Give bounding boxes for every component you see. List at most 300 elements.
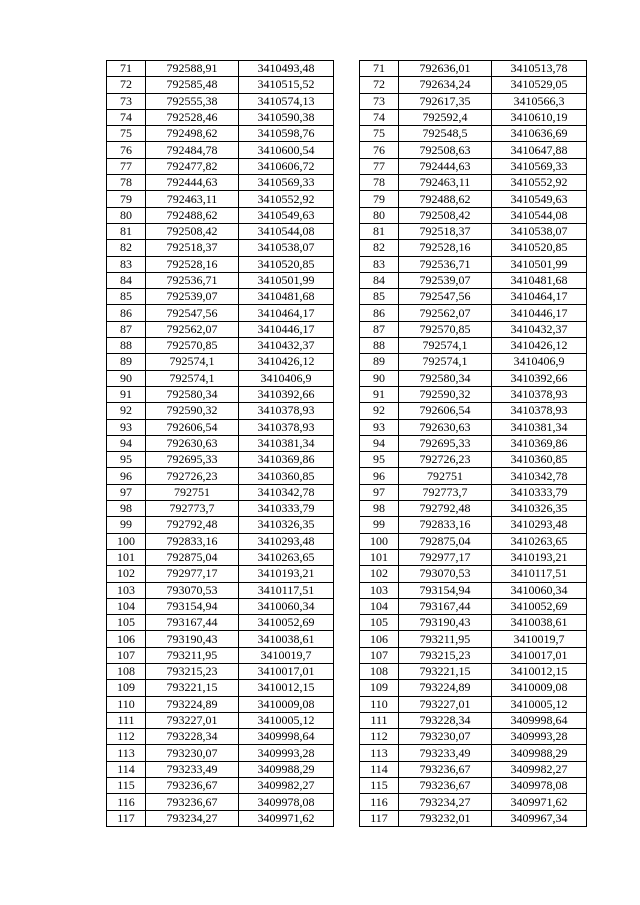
point-number-cell: 76 bbox=[107, 142, 146, 158]
y-coordinate-cell: 3409978,08 bbox=[239, 794, 334, 810]
point-number-cell: 109 bbox=[107, 680, 146, 696]
x-coordinate-cell: 792585,48 bbox=[146, 77, 239, 93]
table-row bbox=[360, 729, 587, 745]
y-coordinate-cell: 3410293,48 bbox=[239, 533, 334, 549]
point-number-cell: 112 bbox=[360, 729, 399, 745]
x-coordinate-cell: 792570,85 bbox=[399, 321, 492, 337]
y-coordinate-cell: 3410552,92 bbox=[492, 175, 587, 191]
x-coordinate-cell: 792636,01 bbox=[399, 61, 492, 77]
table-row bbox=[360, 631, 587, 647]
point-number-cell: 89 bbox=[107, 354, 146, 370]
table-row bbox=[360, 517, 587, 533]
table-row bbox=[107, 158, 334, 174]
table-row bbox=[360, 566, 587, 582]
table-row bbox=[107, 566, 334, 582]
y-coordinate-cell: 3410193,21 bbox=[239, 566, 334, 582]
table-row bbox=[360, 468, 587, 484]
coordinates-table-right-body bbox=[360, 61, 587, 827]
point-number-cell: 106 bbox=[107, 631, 146, 647]
table-row bbox=[107, 93, 334, 109]
point-number-cell: 72 bbox=[107, 77, 146, 93]
y-coordinate-cell: 3410606,72 bbox=[239, 158, 334, 174]
y-coordinate-cell: 3410333,79 bbox=[492, 484, 587, 500]
point-number-cell: 78 bbox=[107, 175, 146, 191]
y-coordinate-cell: 3410017,01 bbox=[239, 663, 334, 679]
x-coordinate-cell: 792548,5 bbox=[399, 126, 492, 142]
y-coordinate-cell: 3410263,65 bbox=[492, 533, 587, 549]
y-coordinate-cell: 3410009,08 bbox=[492, 680, 587, 696]
x-coordinate-cell: 792606,54 bbox=[146, 419, 239, 435]
point-number-cell: 104 bbox=[107, 598, 146, 614]
y-coordinate-cell: 3410381,34 bbox=[492, 419, 587, 435]
y-coordinate-cell: 3410117,51 bbox=[239, 582, 334, 598]
y-coordinate-cell: 3410360,85 bbox=[239, 468, 334, 484]
point-number-cell: 113 bbox=[107, 745, 146, 761]
y-coordinate-cell: 3410566,3 bbox=[492, 93, 587, 109]
point-number-cell: 101 bbox=[360, 549, 399, 565]
y-coordinate-cell: 3410574,13 bbox=[239, 93, 334, 109]
x-coordinate-cell: 792695,33 bbox=[146, 452, 239, 468]
point-number-cell: 93 bbox=[360, 419, 399, 435]
point-number-cell: 85 bbox=[107, 289, 146, 305]
table-row bbox=[107, 631, 334, 647]
y-coordinate-cell: 3409993,28 bbox=[239, 745, 334, 761]
point-number-cell: 81 bbox=[360, 223, 399, 239]
y-coordinate-cell: 3410513,78 bbox=[492, 61, 587, 77]
x-coordinate-cell: 792484,78 bbox=[146, 142, 239, 158]
point-number-cell: 92 bbox=[107, 403, 146, 419]
coordinates-table-left bbox=[106, 60, 334, 827]
table-row bbox=[360, 647, 587, 663]
y-coordinate-cell: 3410529,05 bbox=[492, 77, 587, 93]
x-coordinate-cell: 792590,32 bbox=[399, 386, 492, 402]
y-coordinate-cell: 3410406,9 bbox=[239, 370, 334, 386]
point-number-cell: 77 bbox=[360, 158, 399, 174]
y-coordinate-cell: 3410293,48 bbox=[492, 517, 587, 533]
x-coordinate-cell: 792539,07 bbox=[399, 272, 492, 288]
x-coordinate-cell: 792574,1 bbox=[399, 338, 492, 354]
point-number-cell: 115 bbox=[107, 778, 146, 794]
x-coordinate-cell: 792536,71 bbox=[146, 272, 239, 288]
table-row bbox=[360, 321, 587, 337]
x-coordinate-cell: 793236,67 bbox=[146, 794, 239, 810]
y-coordinate-cell: 3410544,08 bbox=[492, 207, 587, 223]
point-number-cell: 100 bbox=[107, 533, 146, 549]
table-row bbox=[360, 370, 587, 386]
point-number-cell: 88 bbox=[360, 338, 399, 354]
y-coordinate-cell: 3410426,12 bbox=[239, 354, 334, 370]
point-number-cell: 99 bbox=[360, 517, 399, 533]
table-row bbox=[107, 256, 334, 272]
point-number-cell: 82 bbox=[107, 240, 146, 256]
y-coordinate-cell: 3410464,17 bbox=[239, 305, 334, 321]
x-coordinate-cell: 793236,67 bbox=[399, 761, 492, 777]
x-coordinate-cell: 792518,37 bbox=[399, 223, 492, 239]
table-row bbox=[107, 77, 334, 93]
x-coordinate-cell: 793221,15 bbox=[146, 680, 239, 696]
point-number-cell: 91 bbox=[107, 386, 146, 402]
table-row bbox=[360, 582, 587, 598]
x-coordinate-cell: 792528,16 bbox=[399, 240, 492, 256]
x-coordinate-cell: 792773,7 bbox=[146, 501, 239, 517]
y-coordinate-cell: 3410590,38 bbox=[239, 109, 334, 125]
y-coordinate-cell: 3410426,12 bbox=[492, 338, 587, 354]
point-number-cell: 75 bbox=[360, 126, 399, 142]
y-coordinate-cell: 3410012,15 bbox=[239, 680, 334, 696]
point-number-cell: 107 bbox=[360, 647, 399, 663]
table-row bbox=[107, 549, 334, 565]
table-row bbox=[360, 615, 587, 631]
y-coordinate-cell: 3410009,08 bbox=[239, 696, 334, 712]
table-row bbox=[360, 663, 587, 679]
y-coordinate-cell: 3410636,69 bbox=[492, 126, 587, 142]
table-row bbox=[107, 729, 334, 745]
y-coordinate-cell: 3410481,68 bbox=[492, 272, 587, 288]
table-row bbox=[107, 191, 334, 207]
y-coordinate-cell: 3410060,34 bbox=[492, 582, 587, 598]
x-coordinate-cell: 793070,53 bbox=[146, 582, 239, 598]
x-coordinate-cell: 792508,63 bbox=[399, 142, 492, 158]
table-row bbox=[360, 484, 587, 500]
x-coordinate-cell: 793211,95 bbox=[399, 631, 492, 647]
x-coordinate-cell: 792528,16 bbox=[146, 256, 239, 272]
table-row bbox=[360, 810, 587, 826]
x-coordinate-cell: 793227,01 bbox=[399, 696, 492, 712]
x-coordinate-cell: 793154,94 bbox=[146, 598, 239, 614]
point-number-cell: 114 bbox=[360, 761, 399, 777]
x-coordinate-cell: 793211,95 bbox=[146, 647, 239, 663]
y-coordinate-cell: 3410333,79 bbox=[239, 501, 334, 517]
table-row bbox=[360, 207, 587, 223]
table-row bbox=[360, 696, 587, 712]
table-row bbox=[107, 126, 334, 142]
x-coordinate-cell: 793154,94 bbox=[399, 582, 492, 598]
table-row bbox=[107, 501, 334, 517]
table-row bbox=[360, 109, 587, 125]
y-coordinate-cell: 3410481,68 bbox=[239, 289, 334, 305]
x-coordinate-cell: 792444,63 bbox=[399, 158, 492, 174]
point-number-cell: 85 bbox=[360, 289, 399, 305]
table-row bbox=[360, 240, 587, 256]
table-row bbox=[107, 386, 334, 402]
point-number-cell: 83 bbox=[107, 256, 146, 272]
point-number-cell: 71 bbox=[107, 61, 146, 77]
table-row bbox=[360, 419, 587, 435]
y-coordinate-cell: 3410005,12 bbox=[239, 712, 334, 728]
table-row bbox=[107, 240, 334, 256]
x-coordinate-cell: 793234,27 bbox=[146, 810, 239, 826]
y-coordinate-cell: 3410552,92 bbox=[239, 191, 334, 207]
y-coordinate-cell: 3409982,27 bbox=[492, 761, 587, 777]
x-coordinate-cell: 792562,07 bbox=[399, 305, 492, 321]
y-coordinate-cell: 3410326,35 bbox=[239, 517, 334, 533]
table-row bbox=[107, 370, 334, 386]
y-coordinate-cell: 3410549,63 bbox=[239, 207, 334, 223]
y-coordinate-cell: 3410019,7 bbox=[239, 647, 334, 663]
y-coordinate-cell: 3409978,08 bbox=[492, 778, 587, 794]
y-coordinate-cell: 3410392,66 bbox=[492, 370, 587, 386]
y-coordinate-cell: 3410038,61 bbox=[492, 615, 587, 631]
y-coordinate-cell: 3410569,33 bbox=[492, 158, 587, 174]
table-row bbox=[107, 517, 334, 533]
table-row bbox=[360, 745, 587, 761]
table-row bbox=[107, 810, 334, 826]
point-number-cell: 110 bbox=[107, 696, 146, 712]
point-number-cell: 96 bbox=[107, 468, 146, 484]
point-number-cell: 89 bbox=[360, 354, 399, 370]
point-number-cell: 86 bbox=[107, 305, 146, 321]
x-coordinate-cell: 792875,04 bbox=[399, 533, 492, 549]
point-number-cell: 78 bbox=[360, 175, 399, 191]
table-row bbox=[360, 435, 587, 451]
table-row bbox=[107, 452, 334, 468]
x-coordinate-cell: 792580,34 bbox=[399, 370, 492, 386]
x-coordinate-cell: 792875,04 bbox=[146, 549, 239, 565]
x-coordinate-cell: 793224,89 bbox=[399, 680, 492, 696]
point-number-cell: 99 bbox=[107, 517, 146, 533]
x-coordinate-cell: 792477,82 bbox=[146, 158, 239, 174]
table-row bbox=[107, 321, 334, 337]
x-coordinate-cell: 793190,43 bbox=[399, 615, 492, 631]
table-row bbox=[360, 533, 587, 549]
point-number-cell: 114 bbox=[107, 761, 146, 777]
x-coordinate-cell: 793167,44 bbox=[146, 615, 239, 631]
table-row bbox=[360, 77, 587, 93]
y-coordinate-cell: 3410647,88 bbox=[492, 142, 587, 158]
point-number-cell: 104 bbox=[360, 598, 399, 614]
table-row bbox=[107, 419, 334, 435]
y-coordinate-cell: 3410005,12 bbox=[492, 696, 587, 712]
x-coordinate-cell: 792606,54 bbox=[399, 403, 492, 419]
x-coordinate-cell: 793224,89 bbox=[146, 696, 239, 712]
coordinates-table-left-body bbox=[107, 61, 334, 827]
table-row bbox=[360, 338, 587, 354]
x-coordinate-cell: 792463,11 bbox=[146, 191, 239, 207]
x-coordinate-cell: 792463,11 bbox=[399, 175, 492, 191]
table-row bbox=[360, 794, 587, 810]
table-row bbox=[360, 452, 587, 468]
x-coordinate-cell: 793232,01 bbox=[399, 810, 492, 826]
table-row bbox=[360, 191, 587, 207]
y-coordinate-cell: 3410464,17 bbox=[492, 289, 587, 305]
y-coordinate-cell: 3410392,66 bbox=[239, 386, 334, 402]
point-number-cell: 106 bbox=[360, 631, 399, 647]
x-coordinate-cell: 792726,23 bbox=[399, 452, 492, 468]
y-coordinate-cell: 3410052,69 bbox=[239, 615, 334, 631]
point-number-cell: 112 bbox=[107, 729, 146, 745]
point-number-cell: 90 bbox=[107, 370, 146, 386]
point-number-cell: 111 bbox=[107, 712, 146, 728]
point-number-cell: 111 bbox=[360, 712, 399, 728]
table-row bbox=[360, 305, 587, 321]
x-coordinate-cell: 792488,62 bbox=[146, 207, 239, 223]
x-coordinate-cell: 793227,01 bbox=[146, 712, 239, 728]
table-row bbox=[107, 305, 334, 321]
x-coordinate-cell: 793234,27 bbox=[399, 794, 492, 810]
y-coordinate-cell: 3410432,37 bbox=[492, 321, 587, 337]
point-number-cell: 79 bbox=[360, 191, 399, 207]
x-coordinate-cell: 792590,32 bbox=[146, 403, 239, 419]
x-coordinate-cell: 792498,62 bbox=[146, 126, 239, 142]
y-coordinate-cell: 3409993,28 bbox=[492, 729, 587, 745]
table-row bbox=[360, 223, 587, 239]
x-coordinate-cell: 792977,17 bbox=[146, 566, 239, 582]
table-row bbox=[107, 468, 334, 484]
table-row bbox=[107, 109, 334, 125]
table-row bbox=[360, 93, 587, 109]
y-coordinate-cell: 3410360,85 bbox=[492, 452, 587, 468]
x-coordinate-cell: 792580,34 bbox=[146, 386, 239, 402]
table-row bbox=[360, 386, 587, 402]
table-row bbox=[107, 778, 334, 794]
point-number-cell: 95 bbox=[107, 452, 146, 468]
table-row bbox=[107, 272, 334, 288]
x-coordinate-cell: 792547,56 bbox=[399, 289, 492, 305]
point-number-cell: 73 bbox=[107, 93, 146, 109]
y-coordinate-cell: 3410378,93 bbox=[239, 419, 334, 435]
x-coordinate-cell: 792773,7 bbox=[399, 484, 492, 500]
y-coordinate-cell: 3410493,48 bbox=[239, 61, 334, 77]
y-coordinate-cell: 3410038,61 bbox=[239, 631, 334, 647]
x-coordinate-cell: 792695,33 bbox=[399, 435, 492, 451]
point-number-cell: 117 bbox=[360, 810, 399, 826]
table-row bbox=[107, 761, 334, 777]
point-number-cell: 82 bbox=[360, 240, 399, 256]
x-coordinate-cell: 793236,67 bbox=[399, 778, 492, 794]
x-coordinate-cell: 792617,35 bbox=[399, 93, 492, 109]
table-row bbox=[107, 647, 334, 663]
point-number-cell: 75 bbox=[107, 126, 146, 142]
x-coordinate-cell: 793221,15 bbox=[399, 663, 492, 679]
y-coordinate-cell: 3410501,99 bbox=[492, 256, 587, 272]
y-coordinate-cell: 3409998,64 bbox=[239, 729, 334, 745]
x-coordinate-cell: 792792,48 bbox=[146, 517, 239, 533]
point-number-cell: 84 bbox=[107, 272, 146, 288]
y-coordinate-cell: 3410342,78 bbox=[239, 484, 334, 500]
y-coordinate-cell: 3410610,19 bbox=[492, 109, 587, 125]
table-row bbox=[107, 142, 334, 158]
y-coordinate-cell: 3410381,34 bbox=[239, 435, 334, 451]
table-row bbox=[107, 745, 334, 761]
point-number-cell: 73 bbox=[360, 93, 399, 109]
point-number-cell: 116 bbox=[360, 794, 399, 810]
x-coordinate-cell: 793228,34 bbox=[399, 712, 492, 728]
point-number-cell: 109 bbox=[360, 680, 399, 696]
table-row bbox=[107, 354, 334, 370]
point-number-cell: 103 bbox=[360, 582, 399, 598]
point-number-cell: 72 bbox=[360, 77, 399, 93]
y-coordinate-cell: 3410549,63 bbox=[492, 191, 587, 207]
y-coordinate-cell: 3410544,08 bbox=[239, 223, 334, 239]
table-row bbox=[107, 615, 334, 631]
table-row bbox=[107, 712, 334, 728]
x-coordinate-cell: 792833,16 bbox=[399, 517, 492, 533]
y-coordinate-cell: 3409971,62 bbox=[492, 794, 587, 810]
y-coordinate-cell: 3410569,33 bbox=[239, 175, 334, 191]
y-coordinate-cell: 3410600,54 bbox=[239, 142, 334, 158]
table-row bbox=[360, 158, 587, 174]
point-number-cell: 87 bbox=[360, 321, 399, 337]
y-coordinate-cell: 3410446,17 bbox=[239, 321, 334, 337]
point-number-cell: 94 bbox=[360, 435, 399, 451]
table-row bbox=[360, 549, 587, 565]
x-coordinate-cell: 793215,23 bbox=[399, 647, 492, 663]
x-coordinate-cell: 792508,42 bbox=[146, 223, 239, 239]
point-number-cell: 101 bbox=[107, 549, 146, 565]
table-row bbox=[107, 598, 334, 614]
table-row bbox=[107, 223, 334, 239]
y-coordinate-cell: 3410446,17 bbox=[492, 305, 587, 321]
point-number-cell: 74 bbox=[107, 109, 146, 125]
x-coordinate-cell: 793167,44 bbox=[399, 598, 492, 614]
point-number-cell: 90 bbox=[360, 370, 399, 386]
table-row bbox=[107, 207, 334, 223]
table-row bbox=[107, 289, 334, 305]
point-number-cell: 97 bbox=[360, 484, 399, 500]
point-number-cell: 93 bbox=[107, 419, 146, 435]
table-row bbox=[107, 533, 334, 549]
x-coordinate-cell: 793070,53 bbox=[399, 566, 492, 582]
x-coordinate-cell: 793233,49 bbox=[146, 761, 239, 777]
point-number-cell: 95 bbox=[360, 452, 399, 468]
x-coordinate-cell: 792751 bbox=[146, 484, 239, 500]
point-number-cell: 88 bbox=[107, 338, 146, 354]
y-coordinate-cell: 3410193,21 bbox=[492, 549, 587, 565]
y-coordinate-cell: 3410342,78 bbox=[492, 468, 587, 484]
y-coordinate-cell: 3409988,29 bbox=[239, 761, 334, 777]
point-number-cell: 80 bbox=[107, 207, 146, 223]
x-coordinate-cell: 792555,38 bbox=[146, 93, 239, 109]
y-coordinate-cell: 3410501,99 bbox=[239, 272, 334, 288]
y-coordinate-cell: 3410515,52 bbox=[239, 77, 334, 93]
point-number-cell: 91 bbox=[360, 386, 399, 402]
point-number-cell: 103 bbox=[107, 582, 146, 598]
table-row bbox=[360, 175, 587, 191]
table-row bbox=[360, 501, 587, 517]
table-row bbox=[107, 663, 334, 679]
table-row bbox=[107, 338, 334, 354]
table-row bbox=[360, 289, 587, 305]
point-number-cell: 77 bbox=[107, 158, 146, 174]
x-coordinate-cell: 793236,67 bbox=[146, 778, 239, 794]
table-row bbox=[107, 175, 334, 191]
x-coordinate-cell: 793228,34 bbox=[146, 729, 239, 745]
x-coordinate-cell: 792630,63 bbox=[146, 435, 239, 451]
point-number-cell: 108 bbox=[360, 663, 399, 679]
y-coordinate-cell: 3410432,37 bbox=[239, 338, 334, 354]
point-number-cell: 113 bbox=[360, 745, 399, 761]
x-coordinate-cell: 793233,49 bbox=[399, 745, 492, 761]
table-row bbox=[360, 126, 587, 142]
y-coordinate-cell: 3410378,93 bbox=[492, 403, 587, 419]
x-coordinate-cell: 792518,37 bbox=[146, 240, 239, 256]
table-row bbox=[360, 272, 587, 288]
table-row bbox=[360, 256, 587, 272]
y-coordinate-cell: 3410538,07 bbox=[239, 240, 334, 256]
y-coordinate-cell: 3409967,34 bbox=[492, 810, 587, 826]
x-coordinate-cell: 792562,07 bbox=[146, 321, 239, 337]
y-coordinate-cell: 3410378,93 bbox=[239, 403, 334, 419]
x-coordinate-cell: 792444,63 bbox=[146, 175, 239, 191]
x-coordinate-cell: 793190,43 bbox=[146, 631, 239, 647]
table-row bbox=[107, 403, 334, 419]
x-coordinate-cell: 792630,63 bbox=[399, 419, 492, 435]
table-row bbox=[360, 61, 587, 77]
y-coordinate-cell: 3410017,01 bbox=[492, 647, 587, 663]
y-coordinate-cell: 3410369,86 bbox=[239, 452, 334, 468]
x-coordinate-cell: 792726,23 bbox=[146, 468, 239, 484]
point-number-cell: 116 bbox=[107, 794, 146, 810]
